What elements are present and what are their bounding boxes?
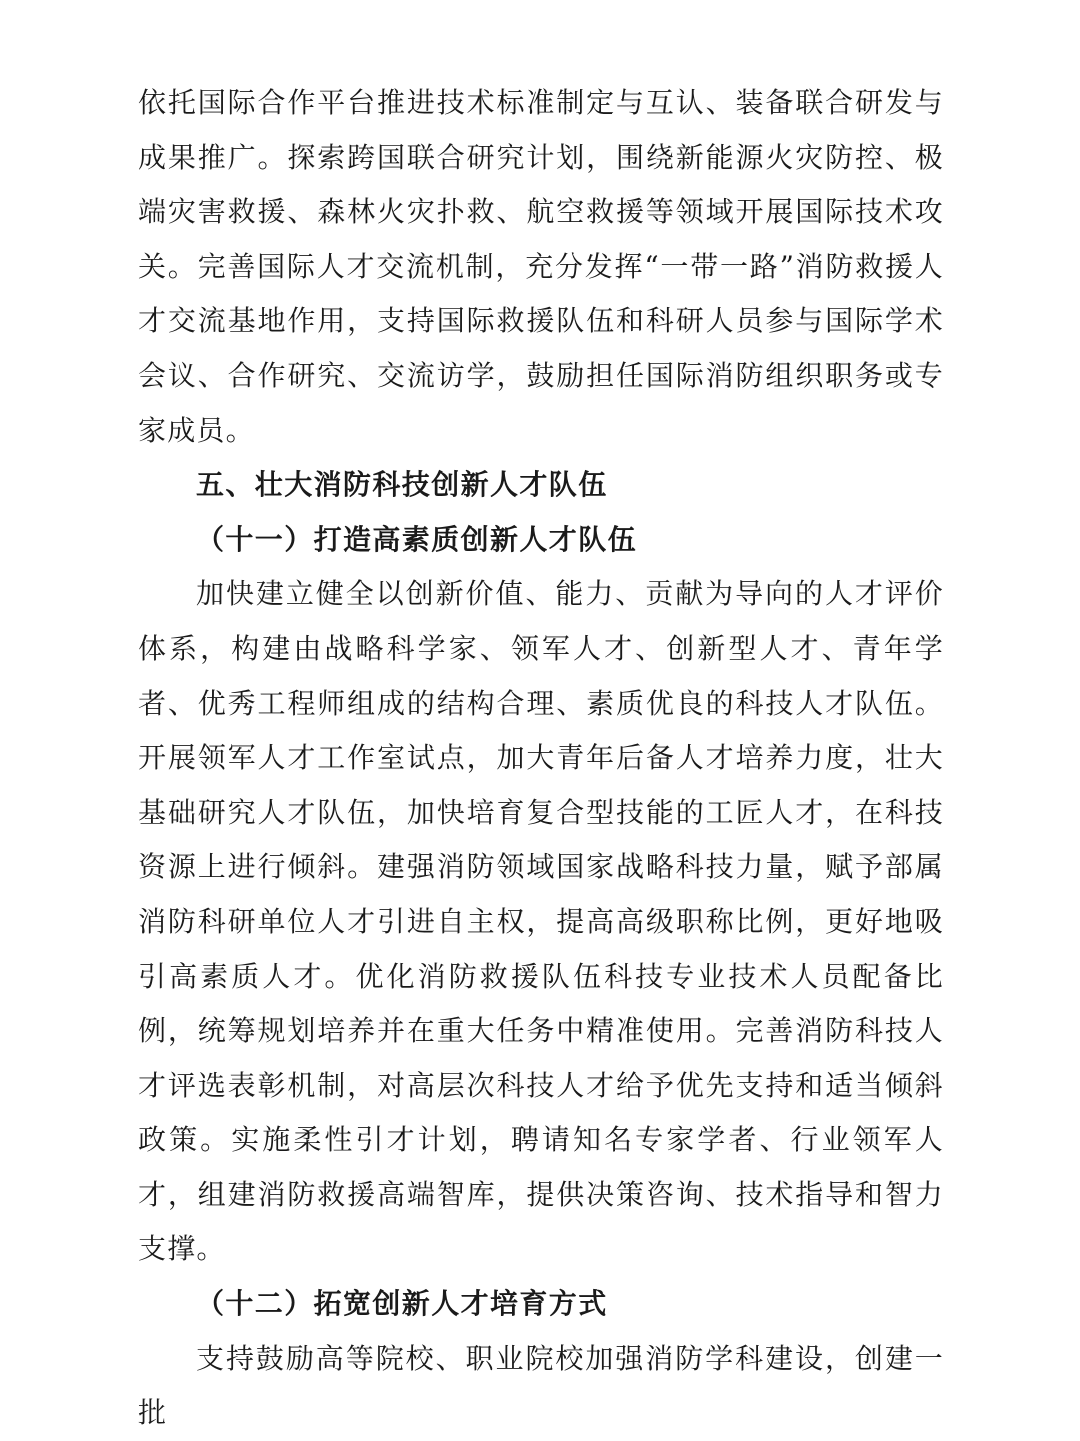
subsection-heading-twelve: （十二）拓宽创新人才培育方式 [196,1287,608,1321]
body-paragraph-international-cooperation: 依托国际合作平台推进技术标准制定与互认、装备联合研发与成果推广。探索跨国联合研究计划，围绕新能源火灾防控、极端灾害救援、森林火灾扑救、航空救援等领域开展国际技术攻关。完善国际人才交流机制，充分发挥“一带一路”消防救援人才交流基地作用，支持国际救援队伍和科研人员参与国际学术会议、合作研究、交流访学，鼓励担任国际消防组织职务或专家成员。 [138,86,944,447]
body-paragraph-discipline-building: 支持鼓励高等院校、职业院校加强消防学科建设，创建一批 [138,1341,944,1430]
subsection-heading-eleven: （十一）打造高素质创新人才队伍 [196,522,638,556]
document-page [138,76,944,1441]
body-paragraph-talent-evaluation: 加快建立健全以创新价值、能力、贡献为导向的人才评价体系，构建由战略科学家、领军人才、创新型人才、青年学者、优秀工程师组成的结构合理、素质优良的科技人才队伍。开展领军人才工作室试点，加大青年后备人才培养力度，壮大基础研究人才队伍，加快培育复合型技能的工匠人才，在科技资源上进行倾斜。建强消防领域国家战略科技力量，赋予部属消防科研单位人才引进自主权，提高高级职称比例，更好地吸引高素质人才。优化消防救援队伍科技专业技术人员配备比例，统筹规划培养并在重大任务中精准使用。完善消防科技人才评选表彰机制，对高层次科技人才给予优先支持和适当倾斜政策。实施柔性引才计划，聘请知名专家学者、行业领军人才，组建消防救援高端智库，提供决策咨询、技术指导和智力支撑。 [138,577,944,1266]
section-heading-talent-team: 五、壮大消防科技创新人才队伍 [196,468,608,502]
